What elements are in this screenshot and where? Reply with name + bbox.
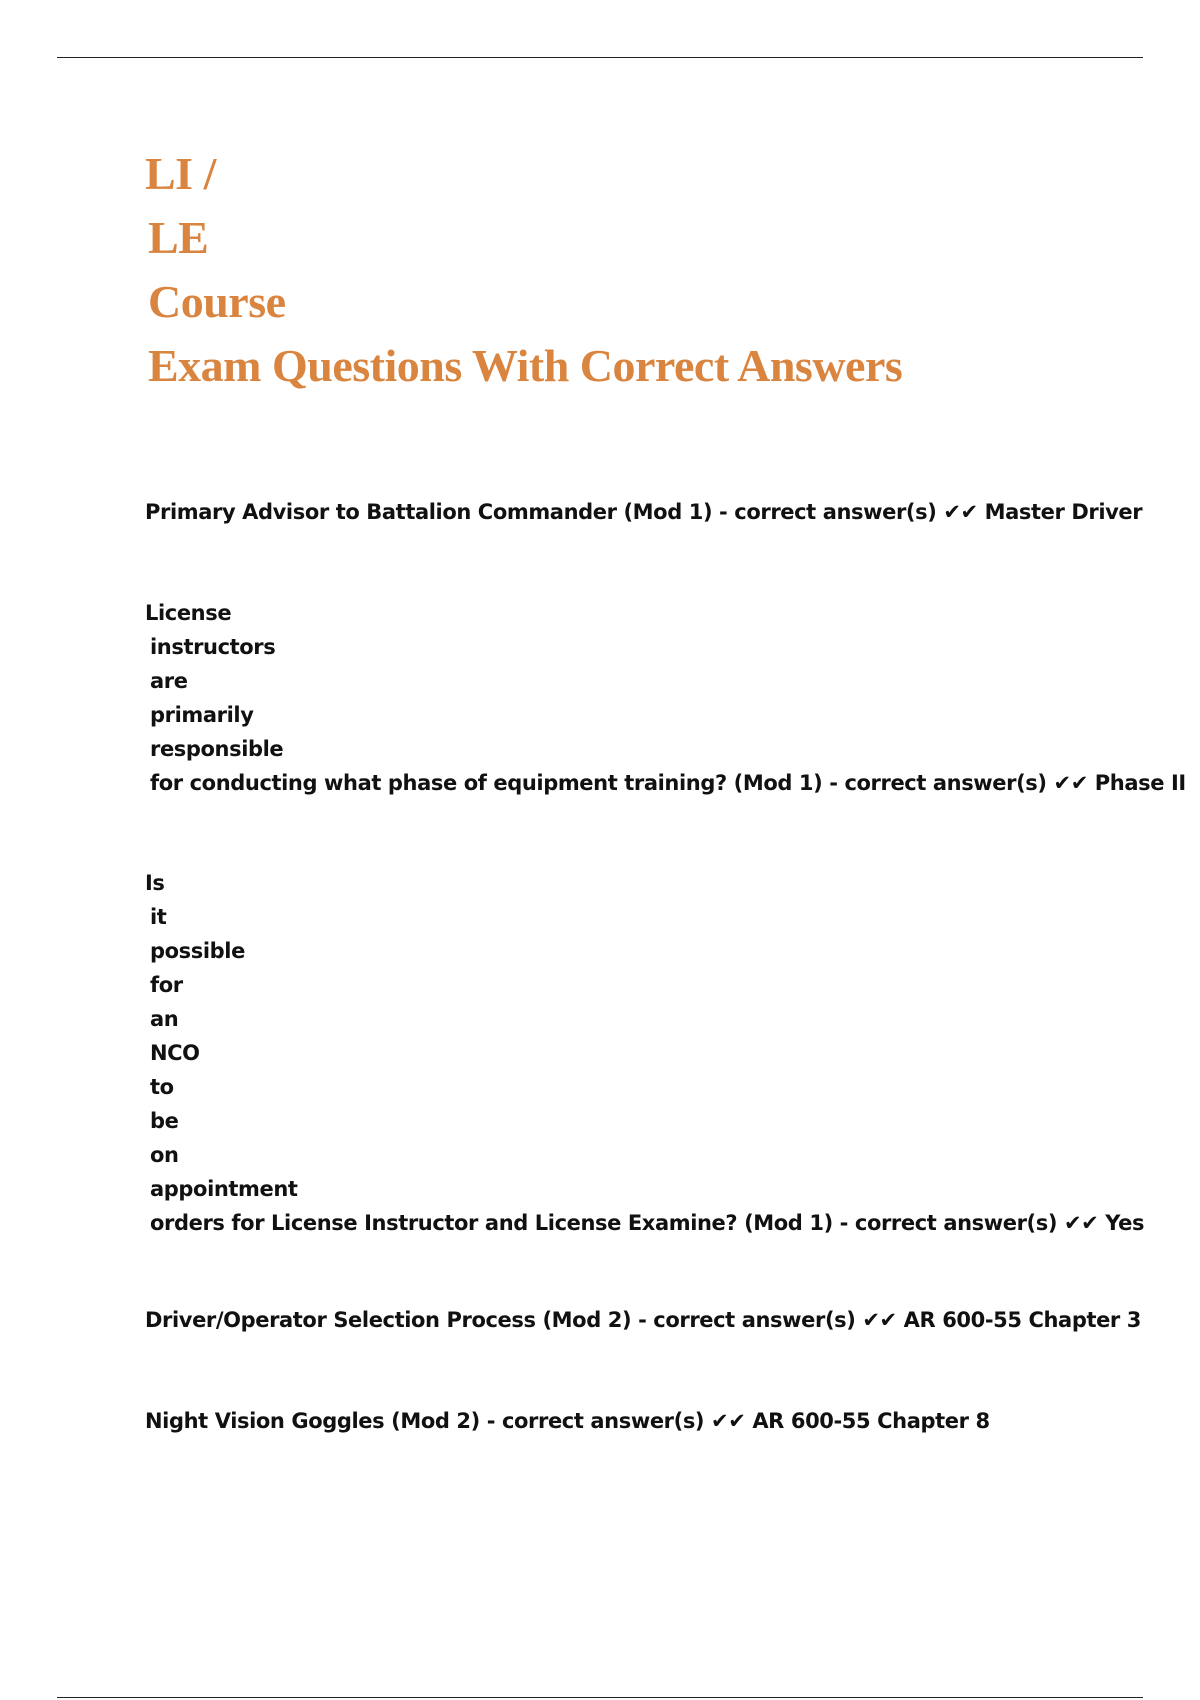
qa-line: for	[150, 973, 183, 997]
qa-item-nco-appointment	[145, 866, 1144, 1240]
qa-line: Night Vision Goggles (Mod 2) - correct answer(s) ✔✔ AR 600-55 Chapter 8	[145, 1409, 990, 1433]
title-line: LI /	[145, 148, 216, 199]
qa-item-license-instructors	[145, 596, 1186, 800]
qa-line: orders for License Instructor and License Examine? (Mod 1) - correct answer(s) ✔✔ Yes	[150, 1211, 1145, 1235]
qa-line: to	[150, 1075, 174, 1099]
qa-line: are	[150, 669, 188, 693]
qa-item-night-vision	[145, 1404, 990, 1438]
document-title	[145, 142, 902, 398]
qa-line: appointment	[150, 1177, 298, 1201]
qa-line: Primary Advisor to Battalion Commander (Mod 1) - correct answer(s) ✔✔ Master Driver	[145, 500, 1143, 524]
qa-line: on	[150, 1143, 179, 1167]
title-line: Course	[148, 276, 286, 327]
qa-item-driver-selection	[145, 1303, 1141, 1337]
qa-line: possible	[150, 939, 245, 963]
qa-line: for conducting what phase of equipment training? (Mod 1) - correct answer(s) ✔✔ Phase II	[150, 771, 1186, 795]
top-rule	[57, 57, 1143, 58]
qa-item-primary-advisor	[145, 495, 1142, 529]
qa-line: Is	[145, 871, 165, 895]
qa-line: instructors	[150, 635, 276, 659]
qa-line: Driver/Operator Selection Process (Mod 2) - correct answer(s) ✔✔ AR 600-55 Chapter 3	[145, 1308, 1142, 1332]
title-line: LE	[148, 212, 209, 263]
qa-line: NCO	[150, 1041, 200, 1065]
qa-line: be	[150, 1109, 179, 1133]
bottom-rule	[57, 1697, 1143, 1698]
qa-line: it	[150, 905, 167, 929]
title-line: Exam Questions With Correct Answers	[148, 340, 903, 391]
qa-line: License	[145, 601, 232, 625]
qa-line: responsible	[150, 737, 284, 761]
qa-line: an	[150, 1007, 179, 1031]
qa-line: primarily	[150, 703, 254, 727]
